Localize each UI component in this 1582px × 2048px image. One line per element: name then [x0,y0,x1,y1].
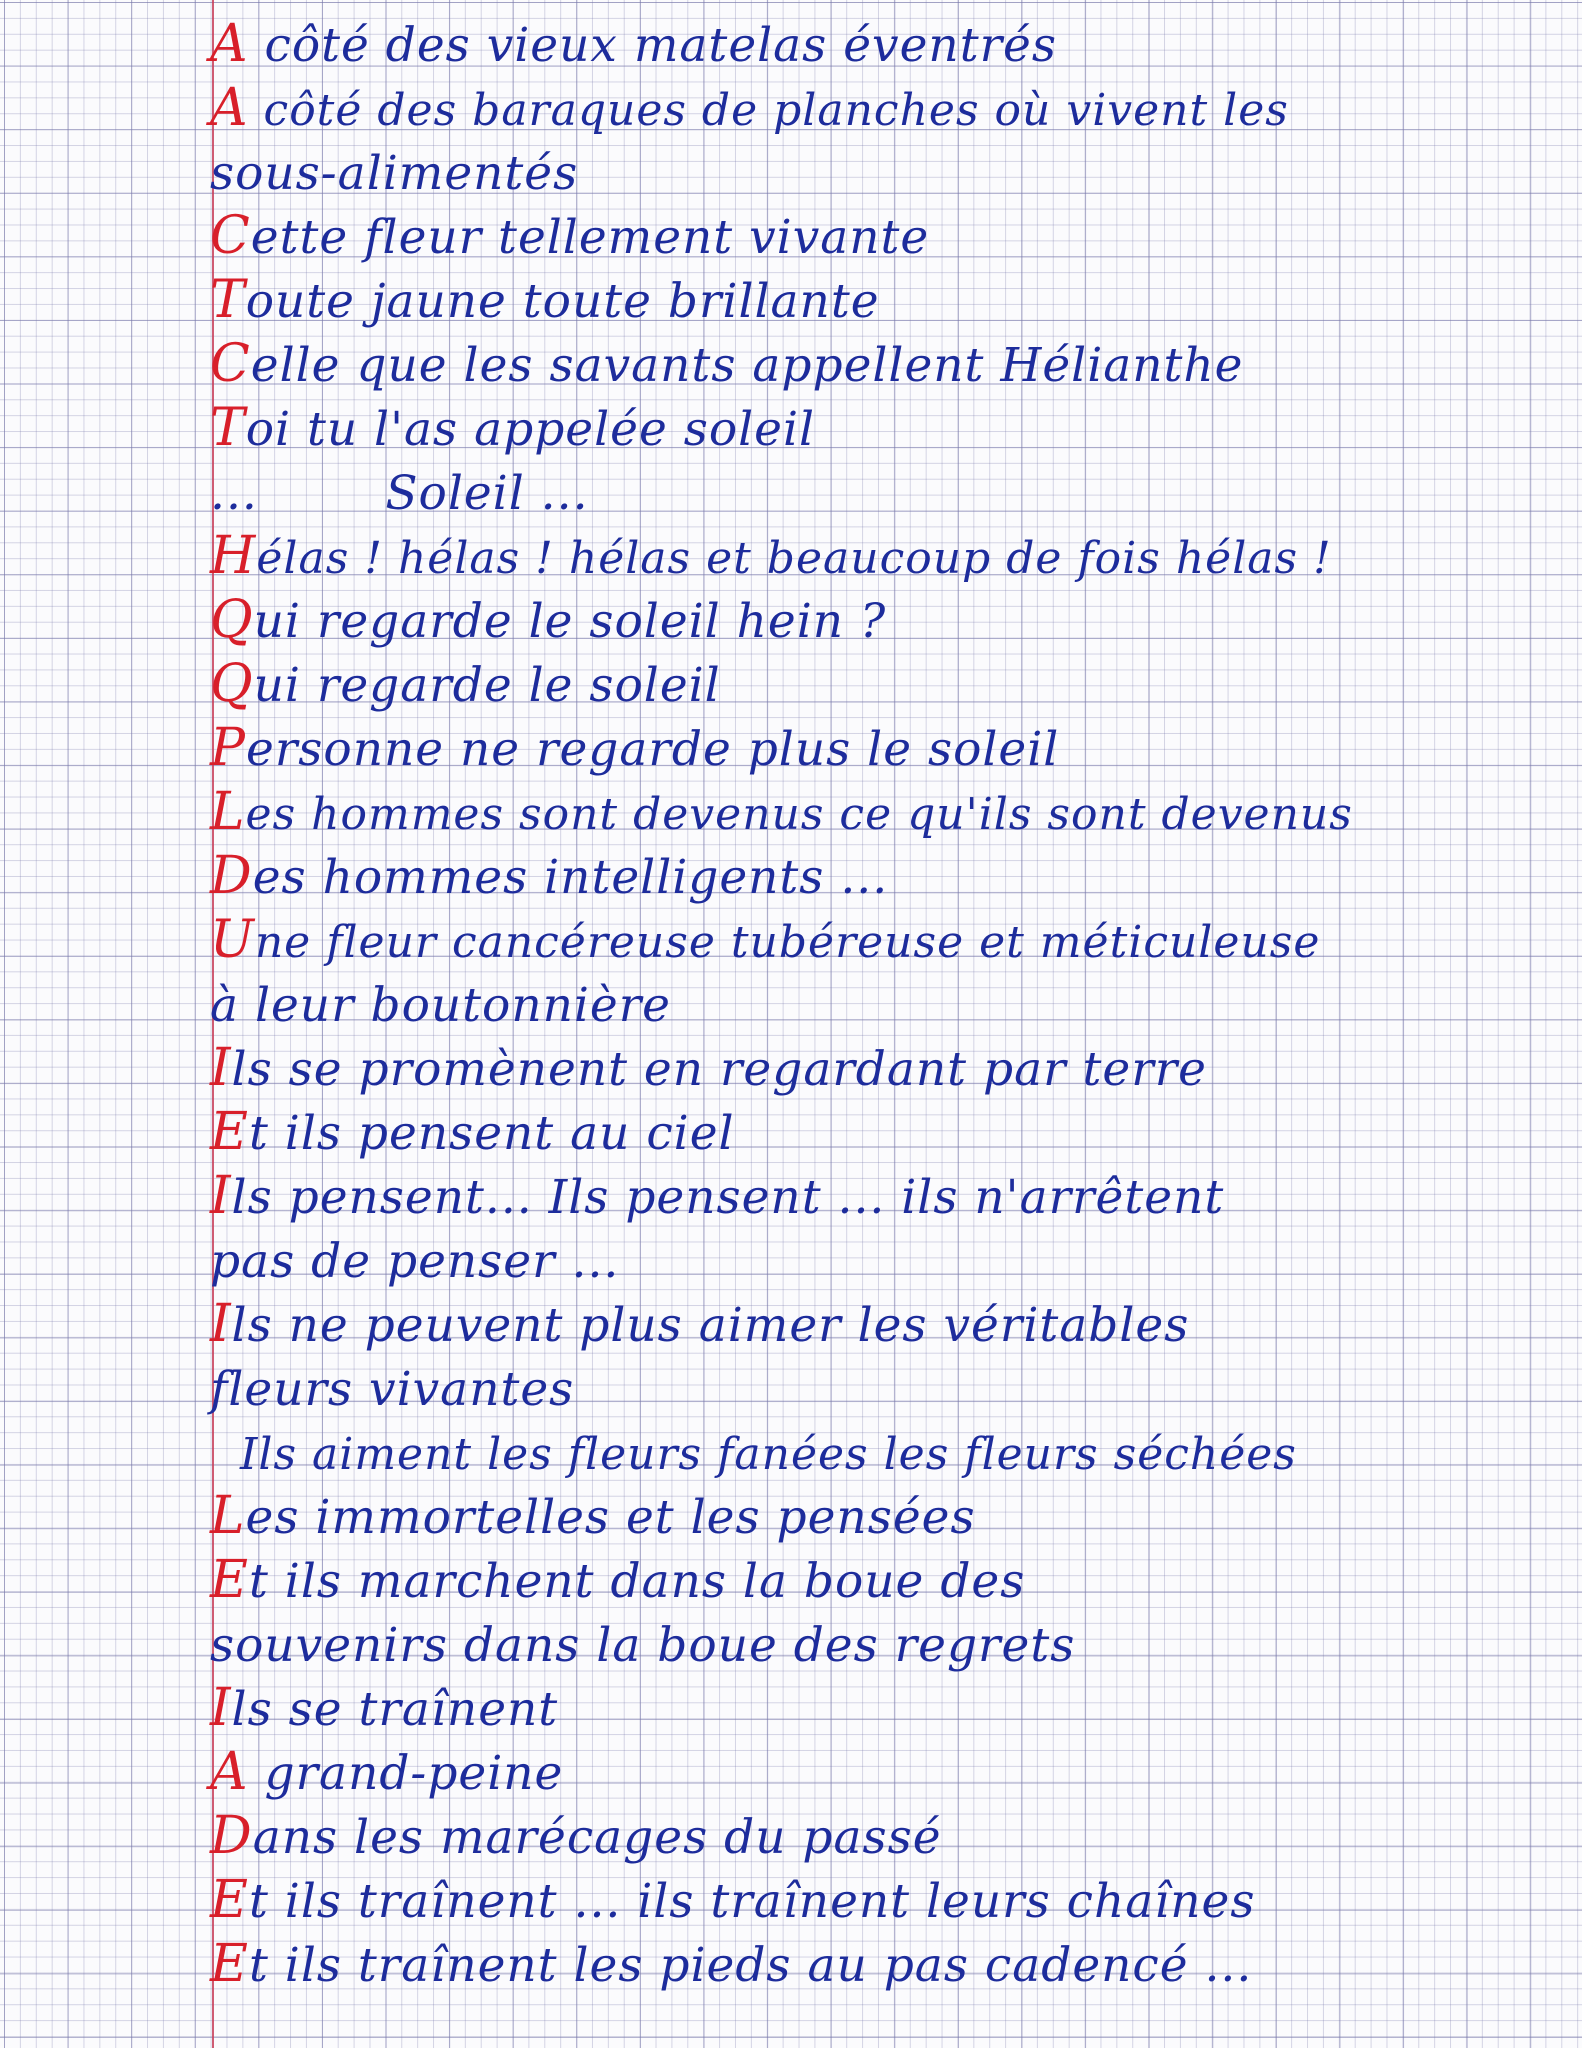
poem-line-3 [210,140,578,204]
line-text: ui regarde le soleil hein ? [253,594,887,649]
poem-line-15 [210,908,1320,972]
poem-line-17 [210,1036,1207,1100]
poem-line-21 [210,1292,1189,1356]
line-initial: L [210,782,246,842]
poem-line-8 [210,460,589,524]
line-initial: I [210,1166,232,1226]
poem-line-28 [210,1740,563,1804]
poem-line-14 [210,844,888,908]
line-initial: L [210,1486,246,1546]
line-text: ls se traînent [231,1682,559,1737]
poem-line-10 [210,588,886,652]
line-text: t ils marchent dans la boue des [248,1554,1026,1609]
line-initial: P [210,718,246,778]
line-text: souvenirs dans la boue des regrets [210,1618,1076,1673]
poem-line-22 [210,1356,574,1420]
poem-line-5 [210,268,880,332]
line-text: élas ! hélas ! hélas et beaucoup de fois hélas ! [256,533,1332,584]
line-initial: A [210,14,249,74]
line-text: ls se promènent en regardant par terre [231,1042,1207,1097]
poem-line-4 [210,204,929,268]
line-text: pas de penser ... [210,1234,620,1289]
poem-line-18 [210,1100,735,1164]
line-text: t ils traînent ... ils traînent leurs chaînes [248,1874,1256,1929]
poem-line-20 [210,1228,619,1292]
poem-line-31 [210,1932,1252,1996]
poem-line-9 [210,524,1332,588]
line-initial: D [210,1806,253,1866]
line-initial: T [210,270,246,330]
line-text: ls pensent... Ils pensent ... ils n'arrêtent [231,1170,1225,1225]
poem-line-26 [210,1612,1075,1676]
poem [210,0,1570,2048]
line-initial: I [210,1294,232,1354]
line-initial: I [210,1038,232,1098]
line-initial: H [210,526,257,586]
line-text: oi tu l'as appelée soleil [245,402,816,457]
line-text: ans les marécages du passé [252,1810,942,1865]
poem-line-1 [210,12,1057,76]
line-text: fleurs vivantes [210,1362,575,1417]
poem-line-24 [210,1484,976,1548]
line-initial: C [210,206,251,266]
line-text: ls ne peuvent plus aimer les véritables [231,1298,1190,1353]
poem-line-2 [210,76,1289,140]
poem-line-13 [210,780,1353,844]
line-text: es hommes intelligents ... [252,850,889,905]
line-initial: E [210,1934,249,1994]
poem-line-30 [210,1868,1255,1932]
line-initial: C [210,334,251,394]
line-text: es immortelles et les pensées [245,1490,976,1545]
line-initial: A [210,78,249,138]
poem-line-7 [210,396,815,460]
line-text: ... Soleil ... [210,466,589,521]
line-initial: I [210,1678,232,1738]
poem-line-27 [210,1676,558,1740]
line-text: t ils pensent au ciel [248,1106,735,1161]
line-initial: D [210,846,253,906]
line-text: oute jaune toute brillante [245,274,880,329]
line-text: Ils aiment les fleurs fanées les fleurs séchées [240,1429,1297,1480]
line-text: es hommes sont devenus ce qu'ils sont devenus [245,789,1353,840]
line-initial: T [210,398,246,458]
poem-line-16 [210,972,671,1036]
line-initial: Q [210,590,254,650]
poem-line-6 [210,332,1244,396]
line-text: ui regarde le soleil [253,658,721,713]
line-initial: E [210,1870,249,1930]
line-initial: U [210,910,255,970]
line-text: t ils traînent les pieds au pas cadencé ... [248,1938,1253,1993]
line-initial: A [210,1742,249,1802]
line-initial: E [210,1550,249,1610]
line-text: côté des vieux matelas éventrés [248,18,1057,73]
poem-line-29 [210,1804,942,1868]
line-text: à leur boutonnière [210,978,671,1033]
poem-line-12 [210,716,1059,780]
line-text: sous-alimentés [210,146,579,201]
line-initial: E [210,1102,249,1162]
line-text: côté des baraques de planches où vivent les [248,85,1289,136]
line-text: ne fleur cancéreuse tubéreuse et méticuleuse [254,917,1321,968]
line-text: grand-peine [248,1746,564,1801]
poem-line-23 [240,1420,1297,1484]
line-text: ersonne ne regarde plus le soleil [246,722,1060,777]
poem-line-11 [210,652,721,716]
line-text: elle que les savants appellent Hélianthe [250,338,1244,393]
line-text: ette fleur tellement vivante [250,210,930,265]
line-initial: Q [210,654,254,714]
poem-line-19 [210,1164,1224,1228]
poem-line-25 [210,1548,1025,1612]
